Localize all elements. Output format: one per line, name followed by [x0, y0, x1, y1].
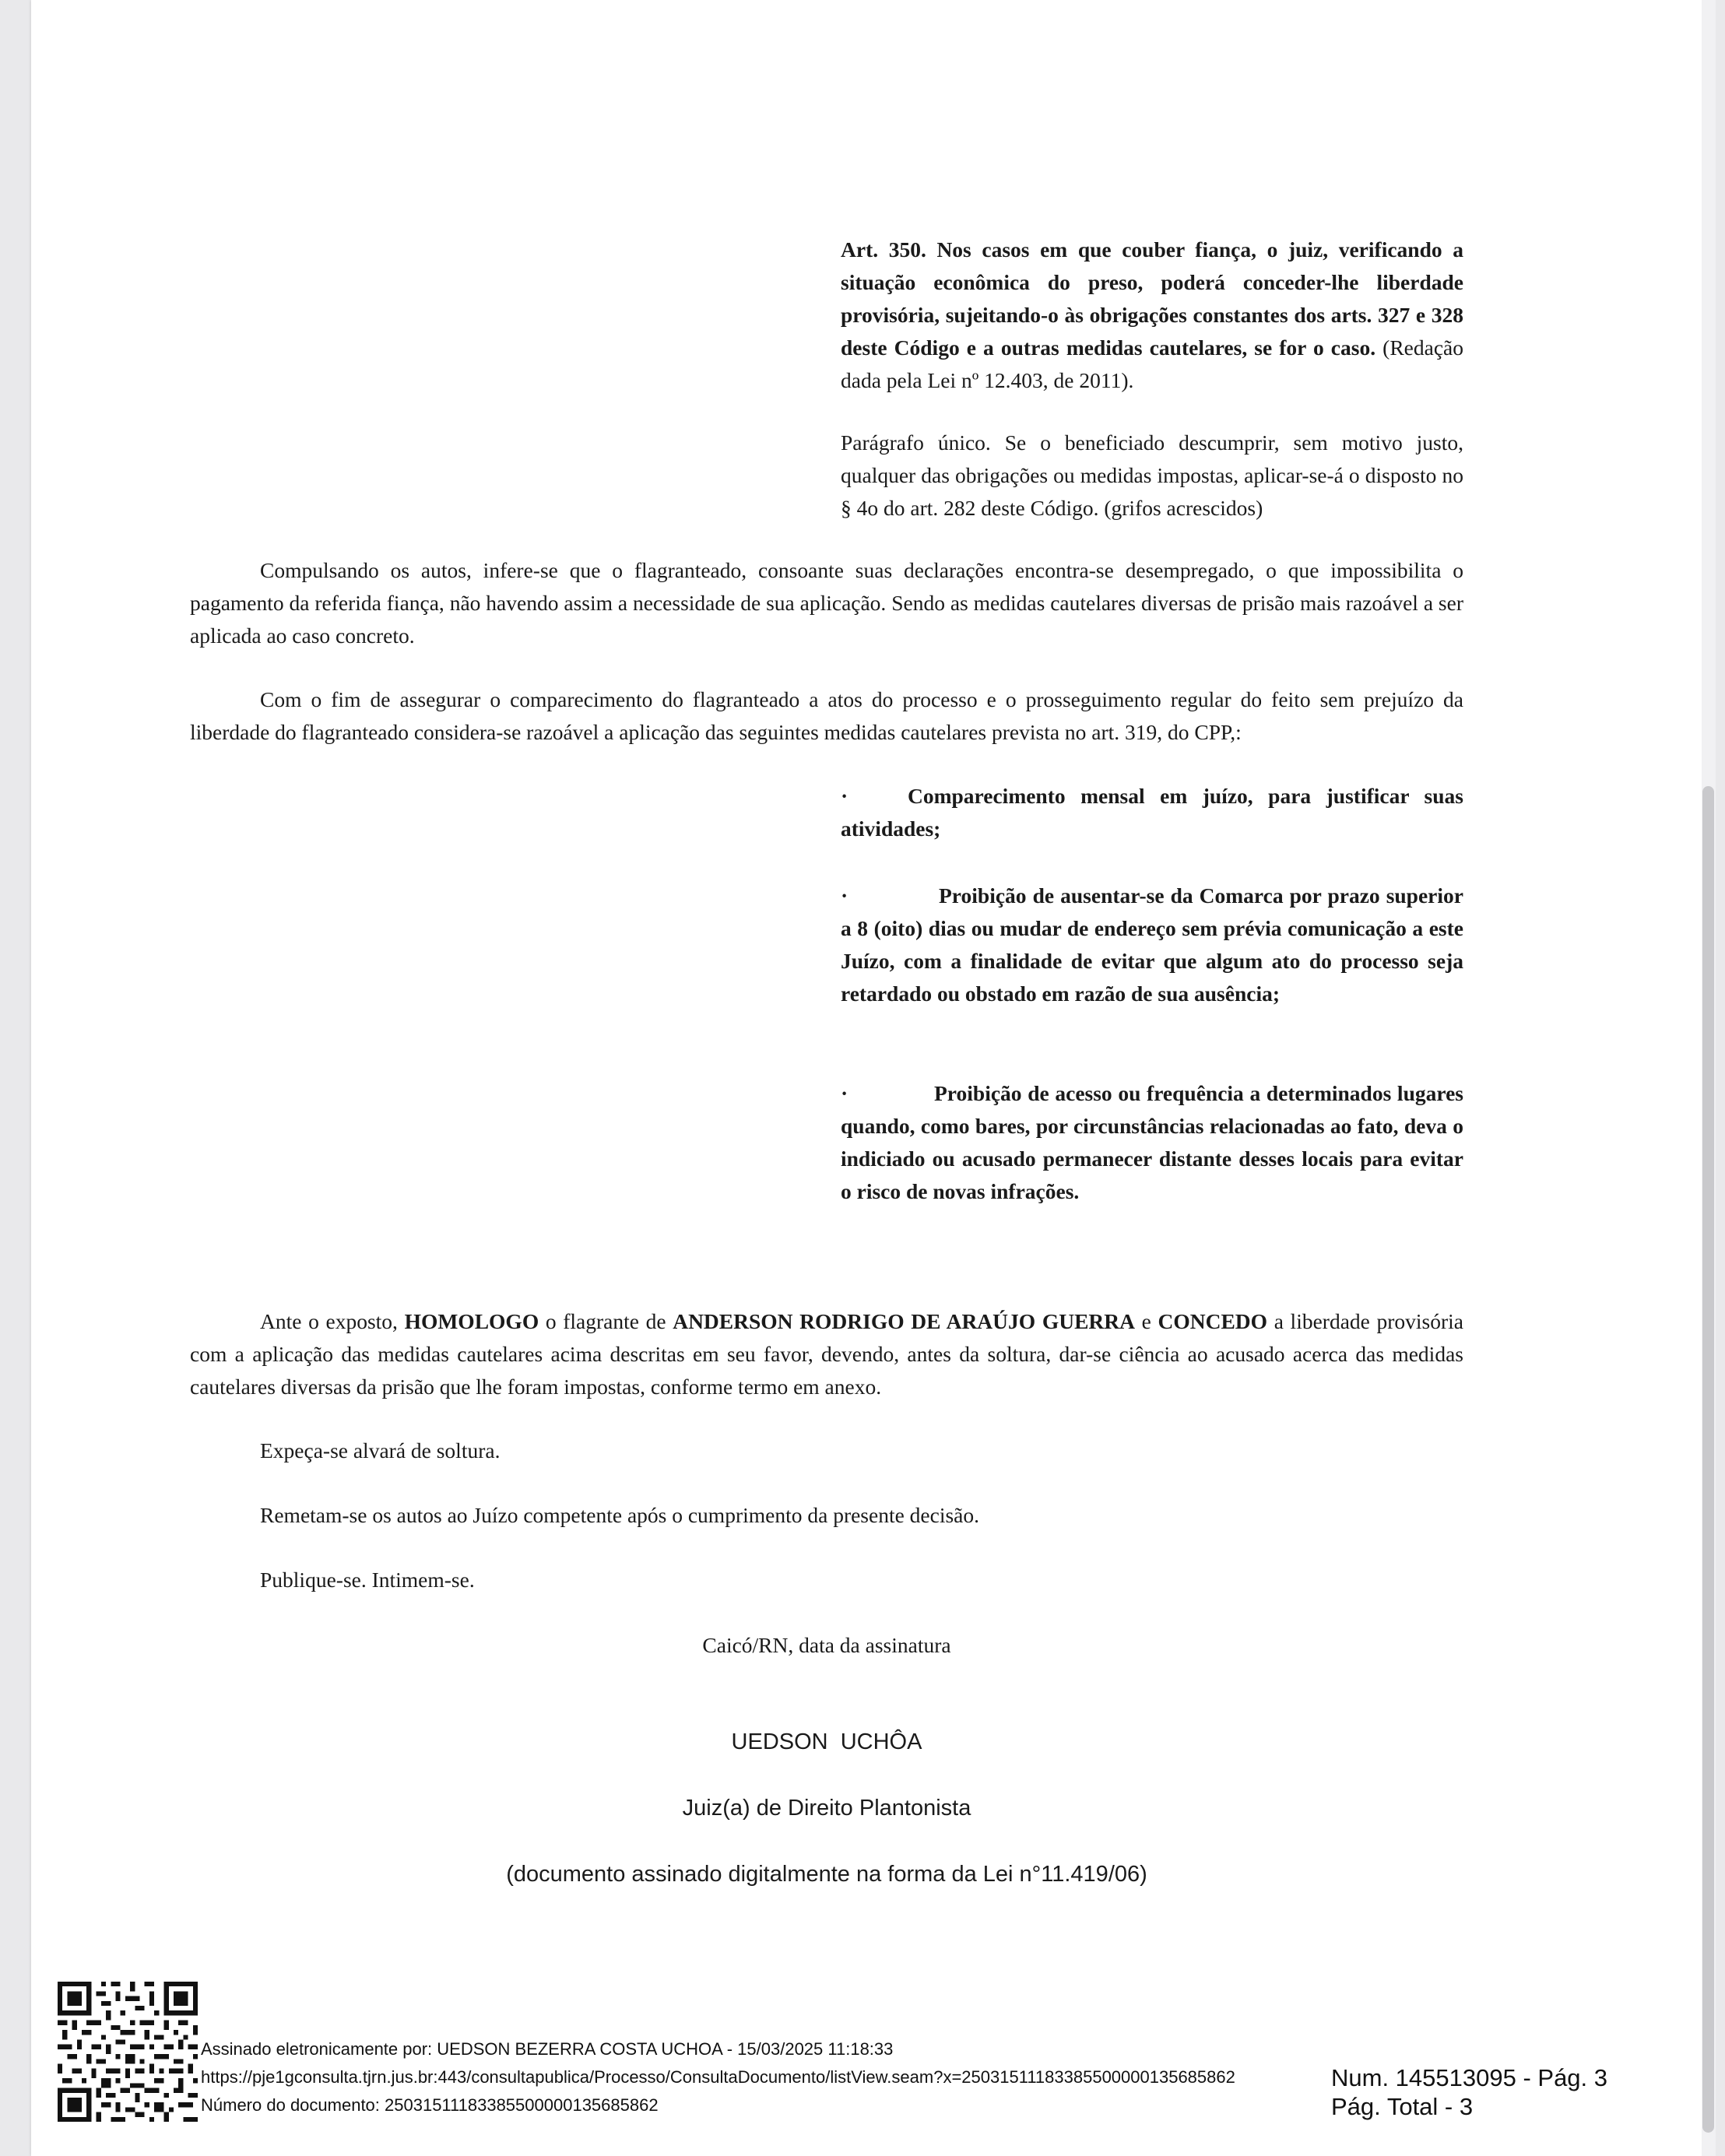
bullet-icon: · — [841, 883, 848, 908]
publique-intimem: Publique-se. Intimem-se. — [260, 1568, 475, 1592]
footer-document-number: Número do documento: 25031511183385500000135685862 — [201, 2095, 659, 2115]
measure-item-1 — [841, 780, 1463, 845]
bullet-icon: · — [841, 1081, 848, 1105]
expeca-alvara: Expeça-se alvará de soltura. — [260, 1438, 501, 1462]
body-paragraph-1: Compulsando os autos, infere-se que o flagranteado, consoante suas declarações encontra-se desempregado, o que impossibilita o pagamento da referida fiança, não havendo assim a necessidade de sua aplicação. Sendo as medidas cautelares diversas de prisão mais razoável a ser aplicada ao caso concreto. — [190, 558, 1463, 648]
body-paragraph-2: Com o fim de assegurar o comparecimento do flagranteado a atos do processo e o prosseguimento regular do feito sem prejuízo da liberdade do flagranteado considera-se razoável a aplicação das seguintes medidas cautelares prevista no art. 319, do CPP,: — [190, 687, 1463, 744]
article-350-bold: Art. 350. Nos casos em que couber fiança, o juiz, verificando a situação econômica do preso, poderá conceder-lhe liberdade provisória, sujeitando-o às obrigações constantes dos arts. 327 e 328 deste Código e a outras medidas cautelares, se for o caso. — [841, 237, 1463, 360]
decision-concedo: CONCEDO — [1158, 1309, 1268, 1333]
digital-signature-note: (documento assinado digitalmente na forma da Lei n°11.419/06) — [506, 1862, 1147, 1887]
footer-document-url[interactable]: https://pje1gconsulta.tjrn.jus.br:443/consultapublica/Processo/ConsultaDocumento/listView.seam?x=25031511183385500000135685862 — [201, 2067, 1235, 2087]
article-350-note: (Redação dada pela Lei nº 12.403, de 2011). — [841, 335, 1463, 392]
decision-paragraph — [190, 1305, 1463, 1403]
decision-text: a liberdade provisória com a aplicação das medidas cautelares acima descritas em seu favor, devendo, antes da soltura, dar-se ciência ao acusado acerca das medidas cautelares diversas da prisão que lhe foram impostas, conforme termo em anexo. — [190, 1309, 1464, 1399]
measure-text-3: Proibição de acesso ou frequência a determinados lugares quando, como bares, por circunstâncias relacionadas ao fato, deva o indiciado ou acusado permanecer distante desses locais para evitar o risco de novas infrações. — [841, 1081, 1463, 1203]
article-350-quote — [841, 234, 1463, 397]
article-paragraph-unico: Parágrafo único. Se o beneficiado descumprir, sem motivo justo, qualquer das obrigações ou medidas impostas, aplicar-se-á o disposto no § 4o do art. 282 deste Código. (grifos acrescidos) — [841, 430, 1463, 520]
bullet-icon: · — [841, 784, 848, 808]
defendant-name: ANDERSON RODRIGO DE ARAÚJO GUERRA — [673, 1309, 1135, 1333]
footer-num-page: Num. 145513095 - Pág. 3 — [1331, 2064, 1608, 2091]
measure-text-1: Comparecimento mensal em juízo, para justificar suas atividades; — [841, 784, 1463, 841]
decision-text: o flagrante de — [539, 1309, 673, 1333]
scrollbar-thumb[interactable] — [1702, 786, 1714, 2133]
judge-role: Juiz(a) de Direito Plantonista — [682, 1796, 971, 1821]
decision-text: e — [1135, 1309, 1158, 1333]
footer-signed-by: Assinado eletronicamente por: UEDSON BEZERRA COSTA UCHOA - 15/03/2025 11:18:33 — [201, 2039, 894, 2059]
place-date: Caicó/RN, data da assinatura — [702, 1633, 951, 1657]
measure-item-2 — [841, 880, 1463, 1010]
decision-text: Ante o exposto, — [260, 1309, 405, 1333]
measure-item-3 — [841, 1077, 1463, 1208]
remetam-autos: Remetam-se os autos ao Juízo competente após o cumprimento da presente decisão. — [260, 1503, 980, 1527]
footer-total-pages: Pág. Total - 3 — [1331, 2093, 1474, 2120]
qr-code-icon — [58, 1982, 198, 2122]
measure-text-2: Proibição de ausentar-se da Comarca por prazo superior a 8 (oito) dias ou mudar de endereço sem prévia comunicação a este Juízo, com a finalidade de evitar que algum ato do processo seja retardado ou obstado em razão de sua ausência; — [841, 883, 1463, 1006]
decision-homologo: HOMOLOGO — [404, 1309, 539, 1333]
judge-name: UEDSON UCHÔA — [731, 1729, 922, 1754]
